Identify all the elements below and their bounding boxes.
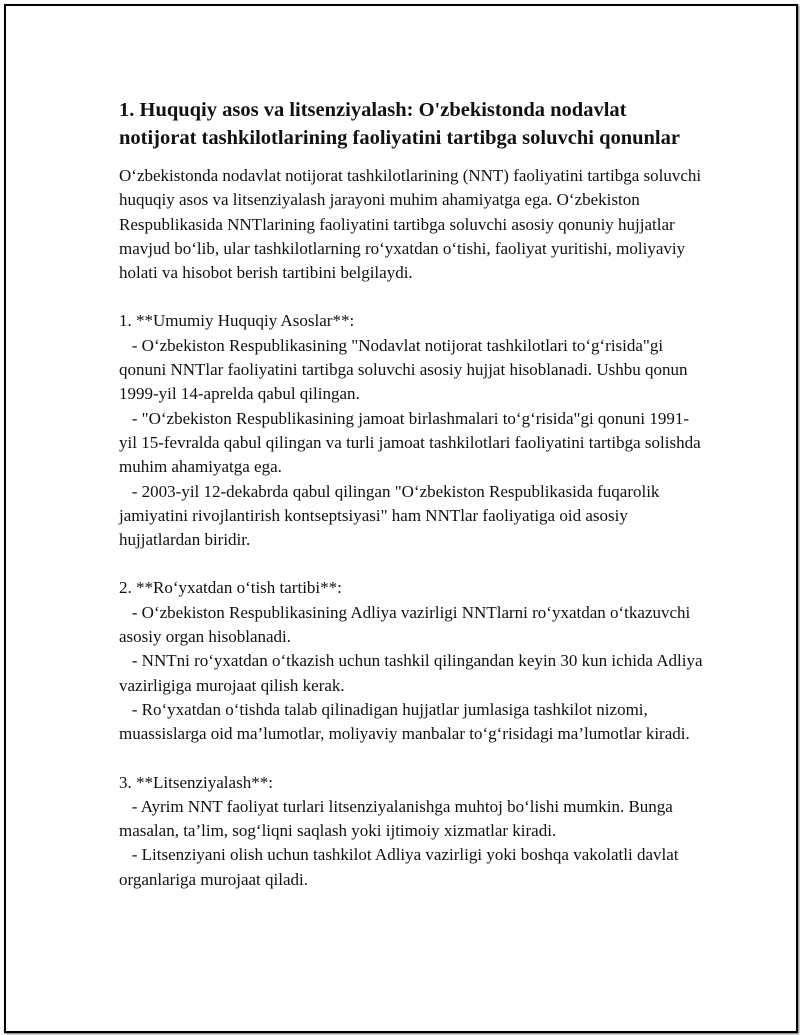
- section-heading: 3. **Litsenziyalash**:: [119, 772, 273, 792]
- document-page: [4, 4, 798, 1033]
- list-item: - NNTni ro‘yxatdan o‘tkazish uchun tashkil qilingandan keyin 30 kun ichida Adliya vazirligiga murojaat qilish kerak.: [119, 651, 707, 695]
- list-item: - "O‘zbekiston Respublikasining jamoat birlashmalari to‘g‘risida"gi qonuni 1991-yil 15-fevralda qabul qilingan va turli jamoat tashkilotlari faoliyatini tartibga solishda muhim ahamiyatga ega.: [119, 408, 705, 477]
- list-item: - O‘zbekiston Respublikasining "Nodavlat notijorat tashkilotlari to‘g‘risida"gi qonuni NNTlar faoliyatini tartibga soluvchi asosiy hujjat hisoblanadi. Ushbu qonun 1999-yil 14-aprelda qabul qilingan.: [119, 335, 692, 404]
- list-item: - 2003-yil 12-dekabrda qabul qilingan "O‘zbekiston Respublikasida fuqarolik jamiyatini rivojlantirish kontseptsiyasi" ham NNTlar faoliyatiga oid asosiy hujjatlardan biridir.: [119, 481, 664, 550]
- intro-paragraph: O‘zbekistonda nodavlat notijorat tashkilotlarining (NNT) faoliyatini tartibga soluvchi huquqiy asos va litsenziyalash jarayoni muhim ahamiyatga ega. O‘zbekiston Respublikasida NNTlarining faoliyatini tartibga soluvchi asosiy qonuniy hujjatlar mavjud bo‘lib, ular tashkilotlarning ro‘yxatdan o‘tishi, faoliyat yuritishi, moliyaviy holati va hisobot berish tartibini belgilaydi.: [119, 166, 706, 283]
- section-heading: 2. **Ro‘yxatdan o‘tish tartibi**:: [119, 578, 342, 598]
- section-registration: [119, 576, 707, 746]
- list-item: - O‘zbekiston Respublikasining Adliya vazirligi NNTlarni ro‘yxatdan o‘tkazuvchi asosiy organ hisoblanadi.: [119, 602, 695, 647]
- list-item: - Ayrim NNT faoliyat turlari litsenziyalanishga muhtoj bo‘lishi mumkin. Bunga masalan, ta’lim, sog‘liqni saqlash yoki ijtimoiy xizmatlar kiradi.: [119, 796, 678, 841]
- list-item: - Litsenziyani olish uchun tashkilot Adliya vazirligi yoki boshqa vakolatli davlat organlariga murojaat qiladi.: [119, 845, 683, 889]
- section-heading: 1. **Umumiy Huquqiy Asoslar**:: [119, 311, 355, 331]
- section-legal-basis: [119, 309, 704, 552]
- document-body: [119, 96, 707, 892]
- section-licensing: [119, 771, 704, 892]
- document-title: 1. Huquqiy asos va litsenziyalash: O'zbekistonda nodavlat notijorat tashkilotlarining faoliyatini tartibga soluvchi qonunlar: [119, 99, 680, 149]
- list-item: - Ro‘yxatdan o‘tishda talab qilinadigan hujjatlar jumlasiga tashkilot nizomi, muassislarga oid ma’lumotlar, moliyaviy manbalar to‘g‘risidagi ma’lumotlar kiradi.: [119, 699, 690, 744]
